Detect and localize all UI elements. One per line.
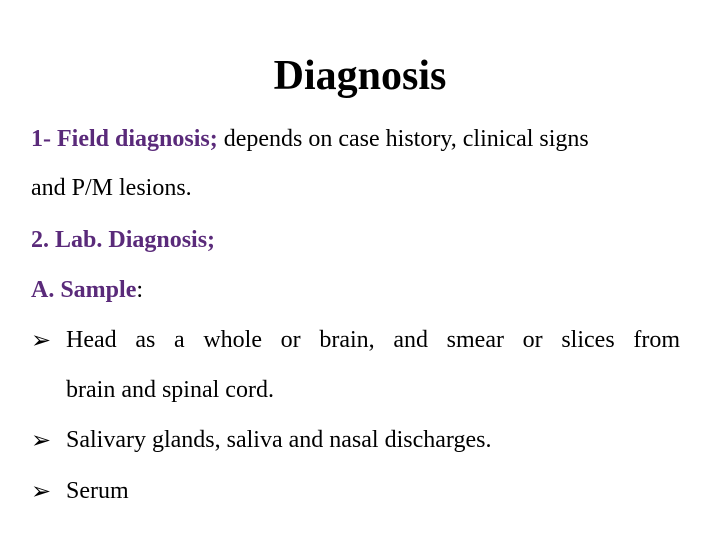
bullet-2: Salivary glands, saliva and nasal discharges. bbox=[66, 427, 492, 453]
field-diagnosis-label: 1- Field diagnosis; bbox=[31, 126, 218, 152]
field-diagnosis-text-continued: and P/M lesions. bbox=[31, 175, 192, 201]
arrow-bullet-icon: ➢ bbox=[31, 426, 52, 454]
field-diagnosis-line bbox=[31, 124, 589, 154]
sample-colon: : bbox=[136, 277, 144, 303]
bullet-3: Serum bbox=[66, 478, 129, 504]
sample-heading bbox=[31, 275, 143, 305]
lab-diagnosis-heading: 2. Lab. Diagnosis; bbox=[31, 227, 216, 253]
bullet-1-line-1: Head as a whole or brain, and smear or slices from bbox=[66, 327, 680, 353]
field-diagnosis-text: depends on case history, clinical signs bbox=[217, 126, 589, 152]
slide-title: Diagnosis bbox=[273, 53, 447, 99]
arrow-bullet-icon: ➢ bbox=[31, 477, 52, 505]
sample-label: A. Sample bbox=[31, 277, 137, 303]
bullet-1-line-2: brain and spinal cord. bbox=[66, 377, 274, 403]
arrow-bullet-icon: ➢ bbox=[31, 326, 52, 354]
